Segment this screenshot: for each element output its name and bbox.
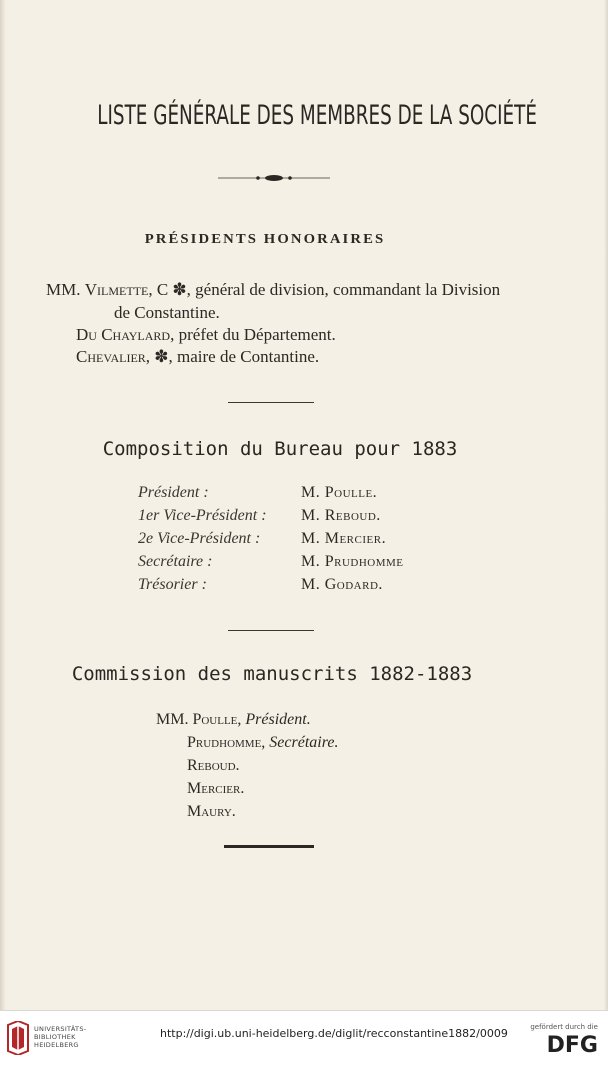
library-name-line: UNIVERSITÄTS- bbox=[34, 1025, 87, 1033]
funding-note: gefördert durch die bbox=[530, 1023, 598, 1031]
library-name-line: BIBLIOTHEK bbox=[34, 1033, 76, 1041]
member-name: Prudhomme bbox=[187, 734, 262, 751]
honorary-line-3 bbox=[76, 325, 336, 345]
honorific-prefix: MM. bbox=[156, 711, 189, 728]
bureau-holder: M. Poulle. bbox=[301, 484, 378, 501]
commission-line-5: Maury. bbox=[187, 803, 236, 820]
source-url-link[interactable]: http://digi.ub.uni-heidelberg.de/diglit/recconstantine1882/0009 bbox=[160, 1027, 508, 1040]
section-rule bbox=[228, 630, 314, 631]
honorary-line-4 bbox=[76, 347, 319, 367]
university-library-logo-icon bbox=[6, 1021, 30, 1055]
commission-heading: Commission des manuscrits 1882-1883 bbox=[71, 663, 473, 685]
closing-rule bbox=[224, 845, 314, 848]
commission-line-4: Mercier. bbox=[187, 780, 245, 797]
member-title: , C ✽, général de division, commandant la Division bbox=[148, 280, 501, 299]
bureau-role: Président : bbox=[138, 484, 209, 501]
member-role: Président. bbox=[245, 711, 311, 728]
honorific-prefix: MM. bbox=[46, 280, 81, 299]
bureau-role: Trésorier : bbox=[138, 576, 207, 593]
member-name: Vilmette bbox=[84, 280, 149, 299]
bureau-holder: M. Prudhomme bbox=[301, 553, 404, 570]
library-name-line: HEIDELBERG bbox=[34, 1041, 79, 1049]
commission-line-3: Reboud. bbox=[187, 757, 240, 774]
bureau-role: Secrétaire : bbox=[138, 553, 213, 570]
member-role: Secrétaire. bbox=[269, 734, 339, 751]
bureau-role: 1er Vice-Président : bbox=[138, 507, 267, 524]
bureau-holder: M. Mercier. bbox=[301, 530, 387, 547]
member-title: , préfet du Département. bbox=[170, 325, 336, 344]
honorary-line-2: de Constantine. bbox=[114, 303, 220, 322]
member-name: Du Chaylard bbox=[76, 325, 171, 344]
honorary-line-1 bbox=[46, 280, 500, 300]
section-rule bbox=[228, 402, 314, 403]
bureau-role: 2e Vice-Président : bbox=[138, 530, 261, 547]
member-name: Poulle bbox=[192, 711, 238, 728]
member-title: , ✽, maire de Contantine. bbox=[145, 347, 320, 366]
bureau-holder: M. Reboud. bbox=[301, 507, 381, 524]
page-right-edge bbox=[604, 0, 608, 1010]
honorary-presidents-heading: PRÉSIDENTS HONORAIRES bbox=[144, 232, 386, 247]
commission-line-2: Prudhomme, Secrétaire. bbox=[187, 734, 339, 751]
page-left-edge bbox=[0, 0, 6, 1010]
ornament-divider bbox=[218, 172, 330, 184]
bureau-holder: M. Godard. bbox=[301, 576, 383, 593]
bureau-heading: Composition du Bureau pour 1883 bbox=[102, 438, 458, 460]
page-title: LISTE GÉNÉRALE DES MEMBRES DE LA SOCIÉTÉ bbox=[97, 100, 537, 131]
member-name: Chevalier bbox=[76, 347, 146, 366]
dfg-logo: DFG bbox=[546, 1033, 598, 1058]
commission-line-1: MM. Poulle, Président. bbox=[156, 711, 311, 728]
